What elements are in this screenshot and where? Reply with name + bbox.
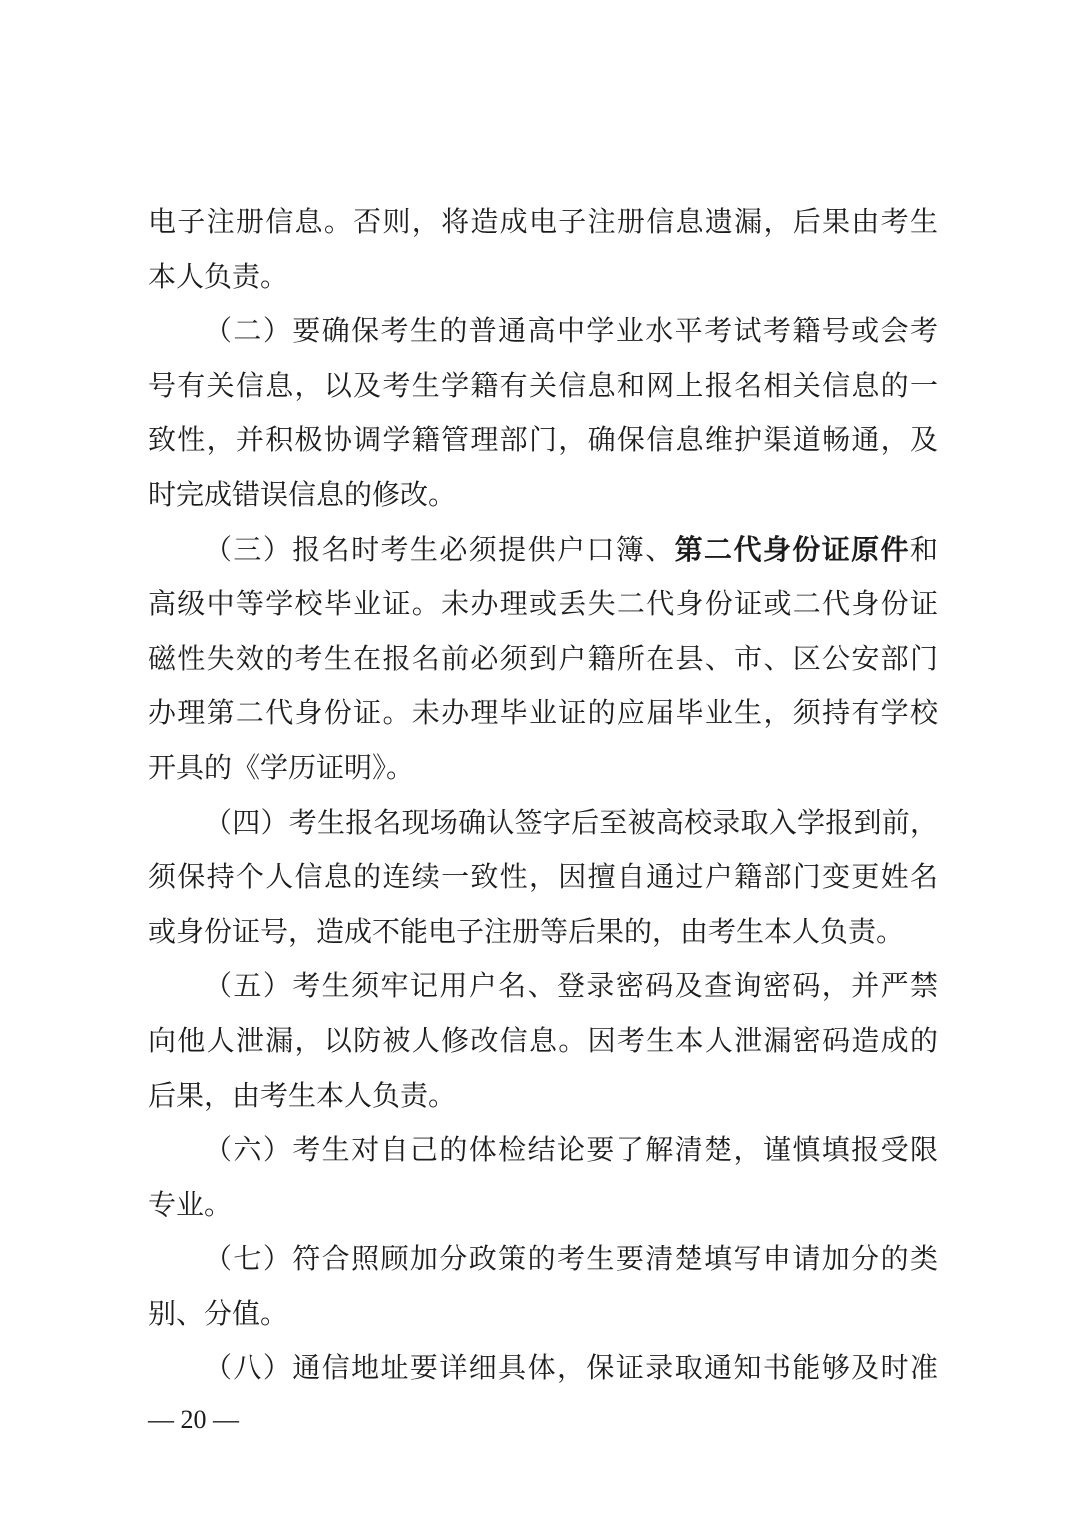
text-line: （五）考生须牢记用户名、登录密码及查询密码，并严禁 [204, 969, 938, 1003]
emphasized-text: 第二代身份证原件 [674, 532, 910, 566]
text-line: 开具的《学历证明》。 [148, 750, 415, 784]
text-line: 办理第二代身份证。未办理毕业证的应届毕业生，须持有学校 [148, 696, 938, 730]
text-line: 或身份证号，造成不能电子注册等后果的，由考生本人负责。 [148, 914, 905, 948]
text-line: 号有关信息，以及考生学籍有关信息和网上报名相关信息的一 [148, 368, 938, 402]
text-line: （七）符合照顾加分政策的考生要清楚填写申请加分的类 [204, 1242, 938, 1276]
body-text [148, 195, 938, 1396]
paragraph-item-3 [148, 523, 938, 796]
line-text: （三）报名时考生必须提供户口簿、 [204, 532, 675, 566]
text-line: 电子注册信息。否则，将造成电子注册信息遗漏，后果由考生 [148, 205, 938, 238]
text-line: 磁性失效的考生在报名前必须到户籍所在县、市、区公安部门 [148, 641, 938, 675]
text-line: 本人负责。 [148, 259, 289, 293]
text-line: 时完成错误信息的修改。 [148, 477, 457, 511]
text-line: （六）考生对自己的体检结论要了解清楚，谨慎填报受限 [204, 1133, 938, 1167]
text-line: （四）考生报名现场确认签字后至被高校录取入学报到前， [204, 805, 938, 839]
paragraph-item-2 [148, 304, 938, 522]
paragraph-item-7 [148, 1232, 938, 1341]
text-line: 别、分值。 [148, 1296, 289, 1330]
text-line: 致性，并积极协调学籍管理部门，确保信息维护渠道畅通，及 [148, 423, 938, 457]
text-line: （二）要确保考生的普通高中学业水平考试考籍号或会考 [204, 314, 938, 348]
text-line: 专业。 [148, 1187, 233, 1221]
text-line: 后果，由考生本人负责。 [148, 1078, 457, 1112]
text-line: 向他人泄漏，以防被人修改信息。因考生本人泄漏密码造成的 [148, 1023, 938, 1057]
text-line: 高级中等学校毕业证。未办理或丢失二代身份证或二代身份证 [148, 587, 938, 621]
text-line: 须保持个人信息的连续一致性，因擅自通过户籍部门变更姓名 [148, 860, 938, 894]
paragraph-item-4 [148, 796, 938, 960]
text-line [148, 523, 938, 578]
paragraph-continued [148, 195, 938, 304]
text-line: （八）通信地址要详细具体，保证录取通知书能够及时准 [204, 1351, 938, 1385]
line-text: 和 [909, 532, 938, 566]
paragraph-item-6 [148, 1123, 938, 1232]
page-number: — 20 — [148, 1405, 239, 1434]
paragraph-item-5 [148, 959, 938, 1123]
paragraph-item-8 [148, 1341, 938, 1396]
